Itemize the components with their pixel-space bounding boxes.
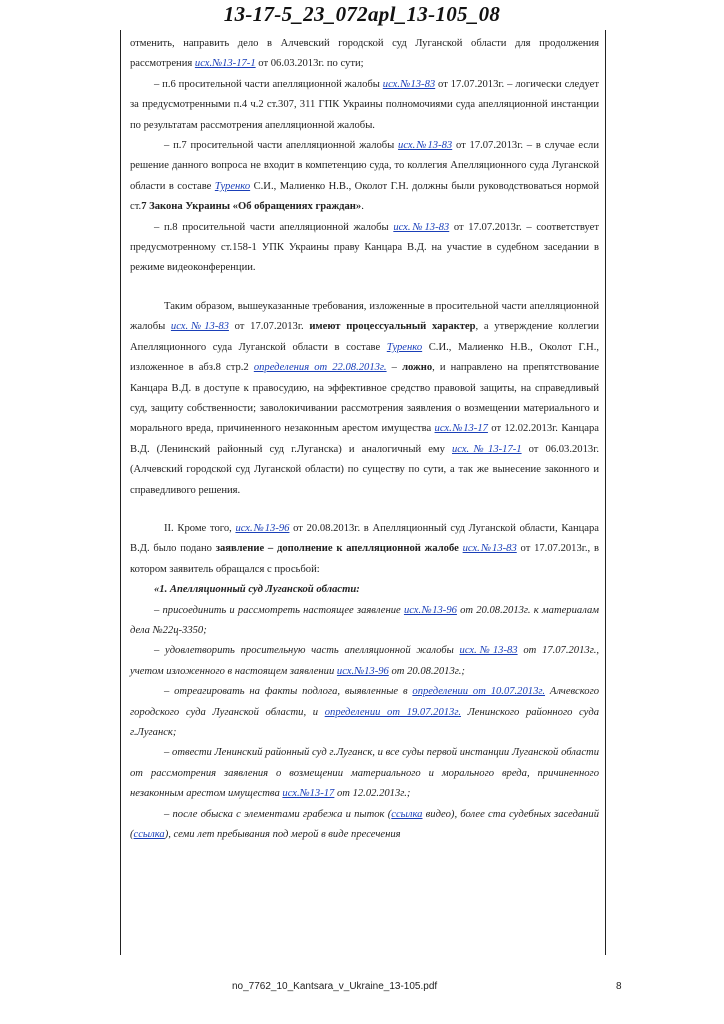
page-number: 8 [616,981,622,992]
link-opredelenie-22-08-2013[interactable]: определения от 22.08.2013г. [253,362,387,374]
link-ref-13-17[interactable]: исх.№13-17 [434,423,488,435]
quote-item-2: – удовлетворить просительную часть апелляционной жалобы исх.№13-83 от 17.07.2013г., учетом изложенного в настоящем заявлении исх.№13-96 от 20.08.2013г.; [130,645,599,677]
link-ref-13-83[interactable]: исх.№13-83 [462,543,517,555]
quote-heading: «1. Апелляционный суд Луганской области: [154,584,360,596]
link-opredelenie-19-07-2013[interactable]: определении от 19.07.2013г. [324,706,461,718]
link-ref-13-96[interactable]: исх.№13-96 [403,604,457,616]
quote-item-1: – присоединить и рассмотреть настоящее заявление исх.№13-96 от 20.08.2013г. к материалам дела №22ц-3350; [130,604,600,636]
paragraph-6: II. Кроме того, исх.№13-96 от 20.08.2013г. в Апелляционный суд Луганской области, Канцара В.Д. было подано заявление – дополнение к апелляционной жалобе исх.№13-83 от 17.07.2013г., в котором заявитель обращался с просьбой: [130,522,599,575]
link-turenko[interactable]: Туренко [386,341,423,353]
link-ref-13-83[interactable]: исх.№13-83 [170,321,229,333]
document-title: 13-17-5_23_072apl_13-105_08 [223,2,501,26]
link-opredelenie-10-07-2013[interactable]: определении от 10.07.2013г. [412,686,546,698]
paragraph-4: – п.8 просительной части апелляционной жалобы исх.№13-83 от 17.07.2013г. – соответствует предусмотренному ст.158-1 УПК Украины праву Канцара В.Д. на участие в судебном заседании в режиме видеоконференции. [130,221,599,274]
link-ref-13-96[interactable]: исх.№13-96 [235,522,290,534]
quote-item-3: – отреагировать на факты подлога, выявленные в определении от 10.07.2013г. Алчевского городского суда Луганской области, и определении от 19.07.2013г. Ленинского районного суда г.Луганск; [130,686,599,738]
page-frame [120,30,606,955]
link-ref-13-83[interactable]: исх.№13-83 [393,221,450,233]
link-ref-13-83[interactable]: исх.№13-83 [398,140,453,152]
link-ref-13-17[interactable]: исх.№13-17 [282,788,335,800]
link-ref-13-83[interactable]: исх.№13-83 [382,78,436,90]
paragraph-3: – п.7 просительной части апелляционной жалобы исх.№13-83 от 17.07.2013г. – в случае если решение данного вопроса не входит в компетенцию суда, то коллегия Апелляционного суда Луганской области в составе Туренко С.И., Малиенко Н.В., Околот Г.Н. должны были руководствоваться нормой ст.7 Закона Украины «Об обращениях граждан». [130,140,600,213]
document-body [121,30,605,845]
link-ref-13-83[interactable]: исх.№13-83 [459,645,518,657]
paragraph-1: отменить, направить дело в Алчевский городской суд Луганской области для продолжения рассмотрения исх.№13-17-1 от 06.03.2013г. по сути; [130,38,599,70]
quote-item-4: – отвести Ленинский районный суд г.Луганск, и все суды первой инстанции Луганской области от рассмотрения заявления о возмещении материального и морального вреда, причиненного незаконным арестом имущества исх.№13-17 от 12.02.2013г.; [130,747,599,800]
link-turenko[interactable]: Туренко [214,180,251,192]
link-ref-13-96[interactable]: исх.№13-96 [336,665,389,677]
link-hearings[interactable]: ссылка [133,829,165,841]
paragraph-5: Таким образом, вышеуказанные требования, изложенные в просительной части апелляционной жалобы исх.№13-83 от 17.07.2013г. имеют процессуальный характер, а утверждение коллегии Апелляционного суда Луганской области в составе Туренко С.И., Малиенко Н.В., Околот Г.Н., изложенное в абз.8 стр.2 определения от 22.08.2013г. – ложно, и направлено на препятствование Канцара В.Д. в доступе к правосудию, на эффективное средство правовой защиты, на справедливый суд, защиту собственности; заволокичивании рассмотрения заявления о возмещении материального и морального вреда, причиненного незаконным арестом имущества исх.№13-17 от 12.02.2013г. Канцара В.Д. (Ленинский районный суд г.Луганска) и аналогичный ему исх.№13-17-1 от 06.03.2013г. (Алчевский городской суд Луганской области) по существу по сути, а так же вынесение законного и справедливого решения. [130,300,600,496]
paragraph-2: – п.6 просительной части апелляционной жалобы исх.№13-83 от 17.07.2013г. – логически следует за предусмотренными п.4 ч.2 ст.307, 311 ГПК Украины полномочиями суда апелляционной инстанции по результатам рассмотрения апелляционной жалобы. [130,78,599,131]
link-ref-13-17-1[interactable]: исх.№13-17-1 [194,58,256,70]
link-ref-13-17-1[interactable]: исх.№13-17-1 [451,443,522,455]
footer-filename: no_7762_10_Kantsara_v_Ukraine_13-105.pdf [232,981,438,992]
quote-item-5: – после обыска с элементами грабежа и пыток (ссылка видео), более ста судебных заседаний (ссылка), семи лет пребывания под мерой в виде пресечения [130,808,599,841]
link-video[interactable]: ссылка [391,808,423,820]
